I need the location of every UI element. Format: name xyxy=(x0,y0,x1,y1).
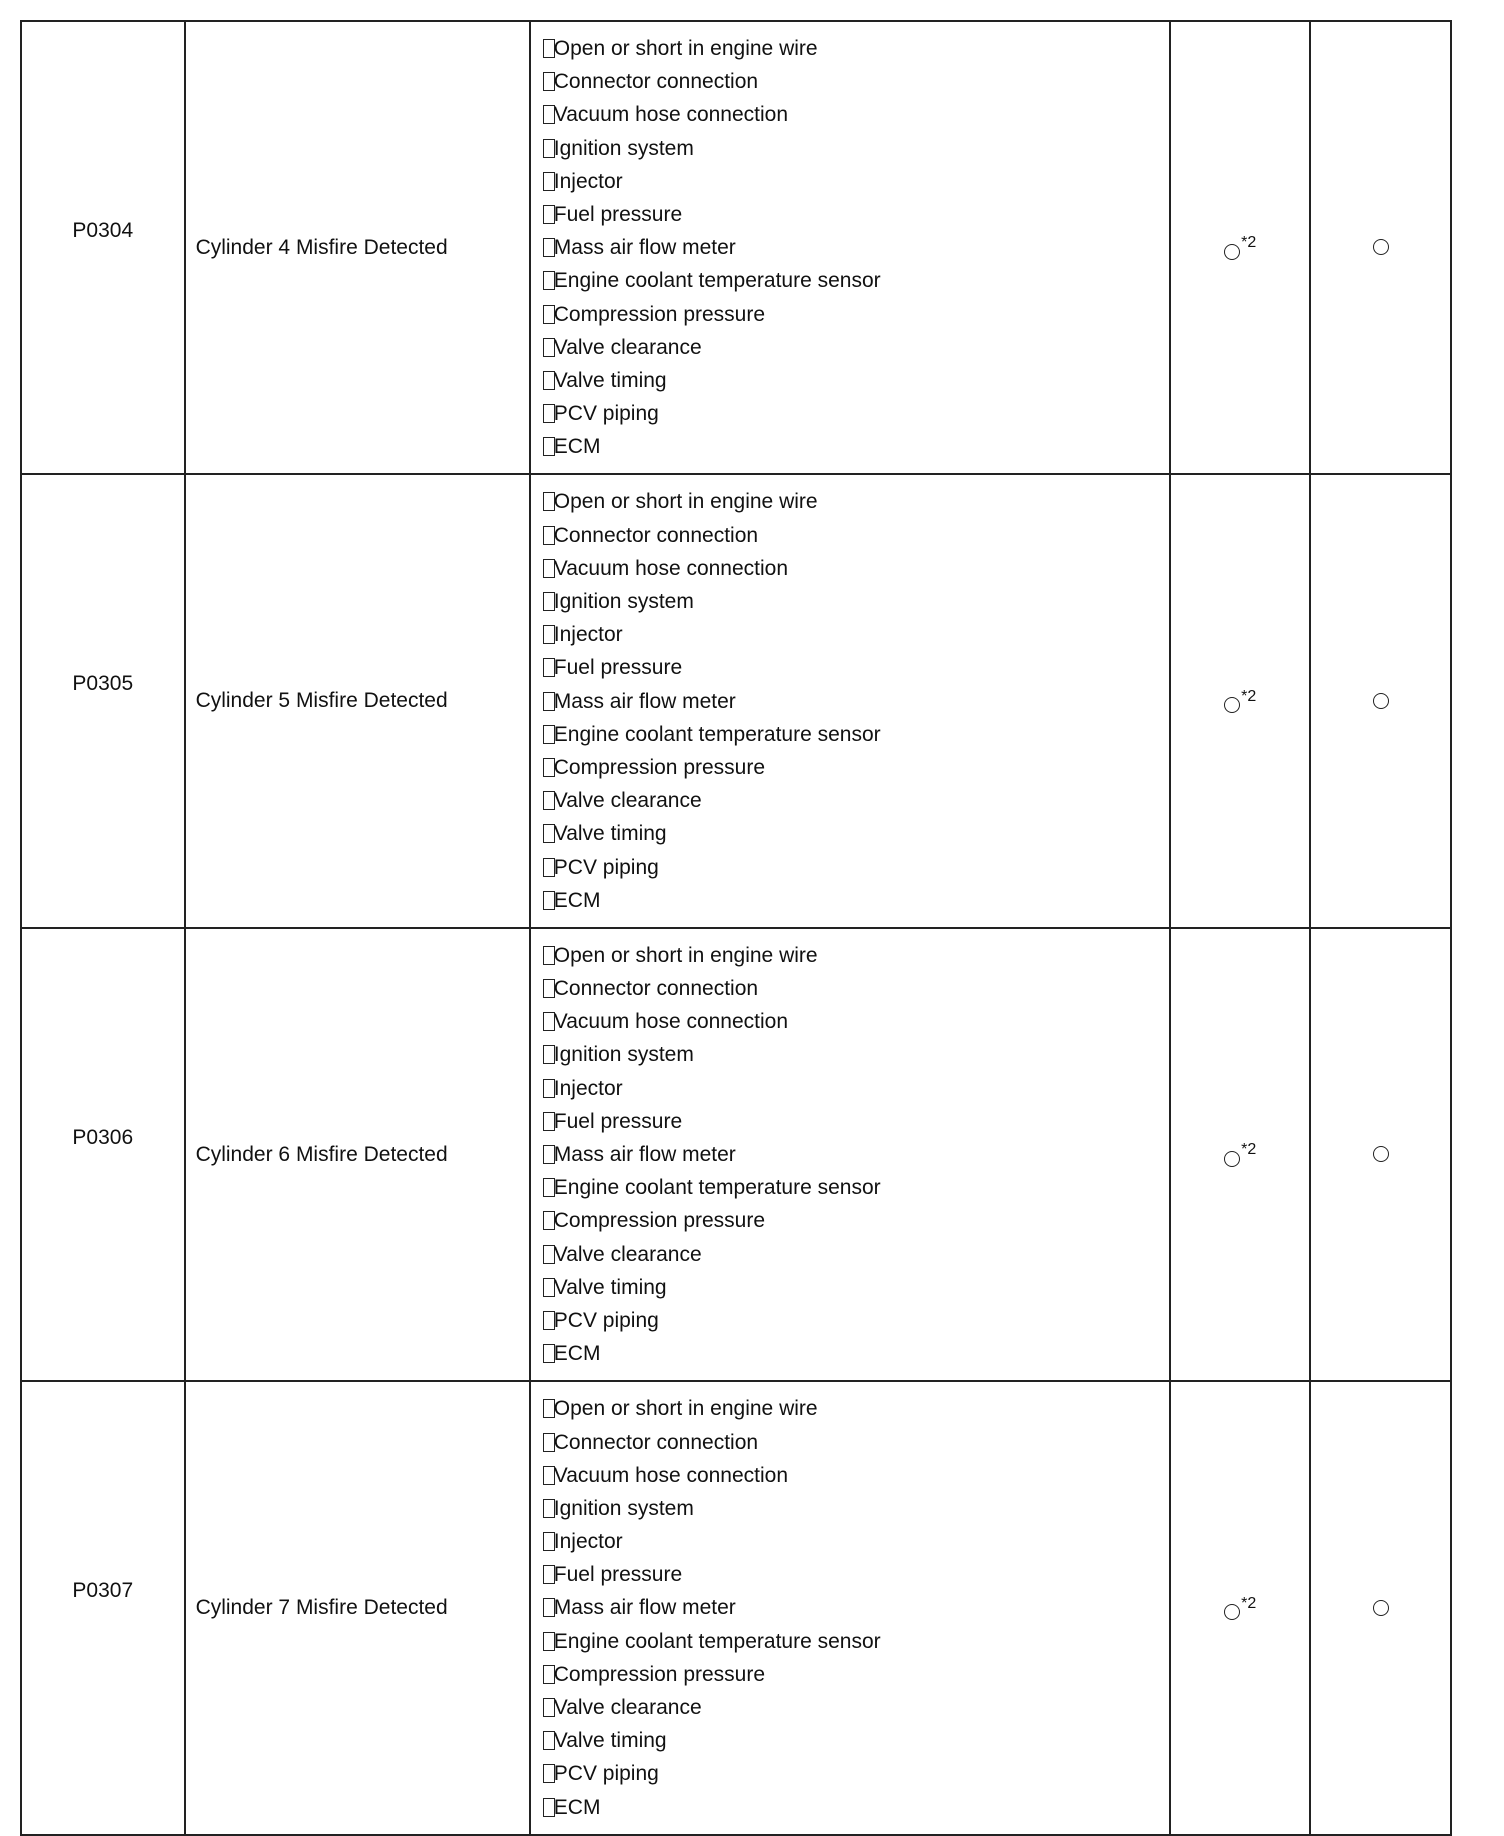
checkbox-square-icon xyxy=(543,725,555,744)
circle-mark-icon xyxy=(1224,244,1240,260)
trouble-area-label: Valve clearance xyxy=(553,335,702,359)
trouble-area-label: Valve timing xyxy=(553,368,667,392)
checkbox-square-icon xyxy=(543,658,555,677)
trouble-area-label: Open or short in engine wire xyxy=(553,943,818,967)
trouble-area-label: Engine coolant temperature sensor xyxy=(553,1629,881,1653)
checkbox-square-icon xyxy=(543,39,555,58)
trouble-area-label: Mass air flow meter xyxy=(553,1596,736,1620)
list-item xyxy=(543,65,1159,98)
list-item xyxy=(543,519,1159,552)
list-item xyxy=(543,364,1159,397)
trouble-area-label: Ignition system xyxy=(553,590,694,613)
mil-cell xyxy=(1170,474,1310,927)
detection-item: Cylinder 7 Misfire Detected xyxy=(195,1596,448,1620)
list-item xyxy=(543,1724,1159,1757)
list-item xyxy=(543,552,1159,585)
trouble-area-label: Engine coolant temperature sensor xyxy=(553,269,881,293)
checkbox-square-icon xyxy=(543,824,555,843)
trouble-area-label: Fuel pressure xyxy=(553,1563,683,1587)
trouble-area-label: Injector xyxy=(553,623,623,647)
list-item xyxy=(543,1492,1159,1525)
checkbox-square-icon xyxy=(543,492,555,511)
trouble-area-label: Connector connection xyxy=(553,1430,759,1454)
trouble-area-label: Open or short in engine wire xyxy=(553,1397,818,1421)
trouble-area-label: Open or short in engine wire xyxy=(553,490,818,514)
dtc-table-body xyxy=(21,21,1451,1835)
checkbox-square-icon xyxy=(543,371,555,390)
list-item xyxy=(543,1304,1159,1337)
list-item xyxy=(543,1238,1159,1271)
detection-item: Cylinder 5 Misfire Detected xyxy=(195,689,448,713)
trouble-area-label: Connector connection xyxy=(553,523,759,547)
dtc-code-cell xyxy=(21,21,185,474)
trouble-area-label: Open or short in engine wire xyxy=(553,37,818,60)
trouble-area-label: Fuel pressure xyxy=(553,202,683,226)
list-item xyxy=(543,165,1159,198)
trouble-area-label: Compression pressure xyxy=(553,302,766,326)
list-item xyxy=(543,32,1159,65)
table-row xyxy=(21,928,1451,1381)
trouble-area-label: Vacuum hose connection xyxy=(553,103,789,127)
list-item xyxy=(543,1791,1159,1824)
trouble-area-label: PCV piping xyxy=(553,855,659,879)
trouble-area-label: Fuel pressure xyxy=(553,656,683,680)
list-item xyxy=(543,1658,1159,1691)
checkbox-square-icon xyxy=(543,139,555,158)
trouble-area-label: Connector connection xyxy=(553,70,759,94)
list-item xyxy=(543,1271,1159,1304)
mil-note: *2 xyxy=(1241,687,1257,705)
list-item xyxy=(543,1392,1159,1425)
checkbox-square-icon xyxy=(543,592,555,611)
dtc-code: P0307 xyxy=(72,1579,134,1603)
list-item xyxy=(543,1757,1159,1790)
list-item xyxy=(543,1171,1159,1204)
checkbox-square-icon xyxy=(543,1344,555,1363)
checkbox-square-icon xyxy=(543,1532,555,1551)
list-item xyxy=(543,1138,1159,1171)
list-item xyxy=(543,1691,1159,1724)
detection-item-cell xyxy=(185,21,530,474)
circle-mark-icon xyxy=(1373,1600,1389,1616)
mil-cell xyxy=(1170,1381,1310,1834)
checkbox-square-icon xyxy=(543,1311,555,1330)
table-row xyxy=(21,1381,1451,1834)
checkbox-square-icon xyxy=(543,1798,555,1817)
list-item xyxy=(543,430,1159,463)
trouble-area-label: Ignition system xyxy=(553,1496,694,1520)
list-item xyxy=(543,1204,1159,1237)
trouble-area-label: Injector xyxy=(553,1530,623,1554)
list-item xyxy=(543,972,1159,1005)
detection-item-cell xyxy=(185,474,530,927)
list-item xyxy=(543,1591,1159,1624)
checkbox-square-icon xyxy=(543,692,555,711)
trouble-area-label: Injector xyxy=(553,1076,623,1100)
list-item xyxy=(543,618,1159,651)
trouble-area-label: Vacuum hose connection xyxy=(553,556,789,580)
trouble-area-label: Valve timing xyxy=(553,1275,667,1299)
circle-mark-icon xyxy=(1373,693,1389,709)
trouble-area-label: Compression pressure xyxy=(553,1209,766,1233)
trouble-area-list xyxy=(543,939,1159,1370)
trouble-area-label: Injector xyxy=(553,169,623,193)
memory-cell xyxy=(1310,21,1451,474)
list-item xyxy=(543,98,1159,131)
checkbox-square-icon xyxy=(543,271,555,290)
checkbox-square-icon xyxy=(543,946,555,965)
detection-item: Cylinder 6 Misfire Detected xyxy=(195,1142,448,1166)
checkbox-square-icon xyxy=(543,1598,555,1617)
dtc-code: P0306 xyxy=(72,1125,134,1149)
list-item xyxy=(543,939,1159,972)
checkbox-square-icon xyxy=(543,979,555,998)
trouble-area-label: Vacuum hose connection xyxy=(553,1010,789,1034)
trouble-area-cell xyxy=(530,928,1170,1381)
list-item xyxy=(543,884,1159,917)
trouble-area-list xyxy=(543,485,1159,916)
checkbox-square-icon xyxy=(543,404,555,423)
list-item xyxy=(543,751,1159,784)
list-item xyxy=(543,817,1159,850)
trouble-area-label: ECM xyxy=(553,1795,601,1819)
checkbox-square-icon xyxy=(543,172,555,191)
circle-mark-icon xyxy=(1373,239,1389,255)
list-item xyxy=(543,397,1159,430)
list-item xyxy=(543,331,1159,364)
list-item xyxy=(543,718,1159,751)
checkbox-square-icon xyxy=(543,625,555,644)
checkbox-square-icon xyxy=(543,1245,555,1264)
list-item xyxy=(543,784,1159,817)
list-item xyxy=(543,651,1159,684)
checkbox-square-icon xyxy=(543,1399,555,1418)
list-item xyxy=(543,851,1159,884)
list-item xyxy=(543,231,1159,264)
checkbox-square-icon xyxy=(543,105,555,124)
checkbox-square-icon xyxy=(543,559,555,578)
table-row xyxy=(21,474,1451,927)
dtc-code-cell xyxy=(21,1381,185,1834)
trouble-area-label: Engine coolant temperature sensor xyxy=(553,1176,881,1200)
list-item xyxy=(543,1426,1159,1459)
checkbox-square-icon xyxy=(543,1632,555,1651)
list-item xyxy=(543,1072,1159,1105)
checkbox-square-icon xyxy=(543,1764,555,1783)
trouble-area-label: Ignition system xyxy=(553,136,694,160)
trouble-area-label: Mass air flow meter xyxy=(553,1143,736,1166)
trouble-area-label: Compression pressure xyxy=(553,1662,766,1686)
trouble-area-label: ECM xyxy=(553,888,601,912)
checkbox-square-icon xyxy=(543,526,555,545)
trouble-area-label: Ignition system xyxy=(553,1043,694,1067)
mil-note: *2 xyxy=(1241,1594,1257,1612)
trouble-area-label: ECM xyxy=(553,1342,601,1366)
trouble-area-label: Connector connection xyxy=(553,977,759,1001)
checkbox-square-icon xyxy=(543,305,555,324)
checkbox-square-icon xyxy=(543,1731,555,1750)
trouble-area-cell xyxy=(530,474,1170,927)
detection-item: Cylinder 4 Misfire Detected xyxy=(195,235,448,259)
trouble-area-cell xyxy=(530,21,1170,474)
trouble-area-label: Mass air flow meter xyxy=(553,689,736,713)
dtc-table xyxy=(20,20,1452,1836)
dtc-code: P0305 xyxy=(72,672,134,696)
circle-mark-icon xyxy=(1224,1151,1240,1167)
checkbox-square-icon xyxy=(543,1112,555,1131)
circle-mark-icon xyxy=(1224,697,1240,713)
trouble-area-label: Valve clearance xyxy=(553,1242,702,1266)
checkbox-square-icon xyxy=(543,1433,555,1452)
checkbox-square-icon xyxy=(543,758,555,777)
list-item xyxy=(543,1005,1159,1038)
checkbox-square-icon xyxy=(543,205,555,224)
list-item xyxy=(543,1337,1159,1370)
list-item xyxy=(543,1459,1159,1492)
circle-mark-icon xyxy=(1224,1604,1240,1620)
list-item xyxy=(543,1525,1159,1558)
mil-cell xyxy=(1170,21,1310,474)
detection-item-cell xyxy=(185,928,530,1381)
checkbox-square-icon xyxy=(543,1211,555,1230)
checkbox-square-icon xyxy=(543,1499,555,1518)
checkbox-square-icon xyxy=(543,891,555,910)
checkbox-square-icon xyxy=(543,437,555,456)
checkbox-square-icon xyxy=(543,1012,555,1031)
list-item xyxy=(543,264,1159,297)
trouble-area-cell xyxy=(530,1381,1170,1834)
mil-cell xyxy=(1170,928,1310,1381)
checkbox-square-icon xyxy=(543,858,555,877)
checkbox-square-icon xyxy=(543,1145,555,1164)
list-item xyxy=(543,1558,1159,1591)
detection-item-cell xyxy=(185,1381,530,1834)
checkbox-square-icon xyxy=(543,1565,555,1584)
checkbox-square-icon xyxy=(543,72,555,91)
checkbox-square-icon xyxy=(543,1698,555,1717)
trouble-area-label: Vacuum hose connection xyxy=(553,1463,789,1487)
list-item xyxy=(543,685,1159,718)
list-item xyxy=(543,298,1159,331)
memory-cell xyxy=(1310,928,1451,1381)
trouble-area-label: Valve clearance xyxy=(553,1696,702,1719)
mil-note: *2 xyxy=(1241,234,1257,252)
dtc-code-cell xyxy=(21,474,185,927)
trouble-area-list xyxy=(543,1392,1159,1823)
list-item xyxy=(543,1105,1159,1138)
list-item xyxy=(543,585,1159,618)
checkbox-square-icon xyxy=(543,338,555,357)
trouble-area-label: Fuel pressure xyxy=(553,1109,683,1133)
checkbox-square-icon xyxy=(543,1466,555,1485)
memory-cell xyxy=(1310,1381,1451,1834)
list-item xyxy=(543,132,1159,165)
checkbox-square-icon xyxy=(543,1178,555,1197)
memory-cell xyxy=(1310,474,1451,927)
dtc-code-cell xyxy=(21,928,185,1381)
checkbox-square-icon xyxy=(543,791,555,810)
trouble-area-label: Mass air flow meter xyxy=(553,236,736,260)
list-item xyxy=(543,485,1159,518)
checkbox-square-icon xyxy=(543,238,555,257)
table-row xyxy=(21,21,1451,474)
mil-note: *2 xyxy=(1241,1141,1257,1159)
trouble-area-label: PCV piping xyxy=(553,1762,659,1786)
trouble-area-label: Valve timing xyxy=(553,822,667,846)
trouble-area-label: Valve timing xyxy=(553,1729,667,1753)
list-item xyxy=(543,1625,1159,1658)
checkbox-square-icon xyxy=(543,1045,555,1064)
list-item xyxy=(543,198,1159,231)
trouble-area-label: Engine coolant temperature sensor xyxy=(553,722,881,746)
circle-mark-icon xyxy=(1373,1146,1389,1162)
checkbox-square-icon xyxy=(543,1278,555,1297)
trouble-area-label: PCV piping xyxy=(553,1308,659,1332)
trouble-area-label: ECM xyxy=(553,435,601,459)
dtc-code: P0304 xyxy=(72,218,134,242)
checkbox-square-icon xyxy=(543,1665,555,1684)
trouble-area-label: Compression pressure xyxy=(553,755,766,779)
trouble-area-label: Valve clearance xyxy=(553,789,702,813)
trouble-area-list xyxy=(543,32,1159,463)
list-item xyxy=(543,1038,1159,1071)
checkbox-square-icon xyxy=(543,1079,555,1098)
trouble-area-label: PCV piping xyxy=(553,402,659,426)
